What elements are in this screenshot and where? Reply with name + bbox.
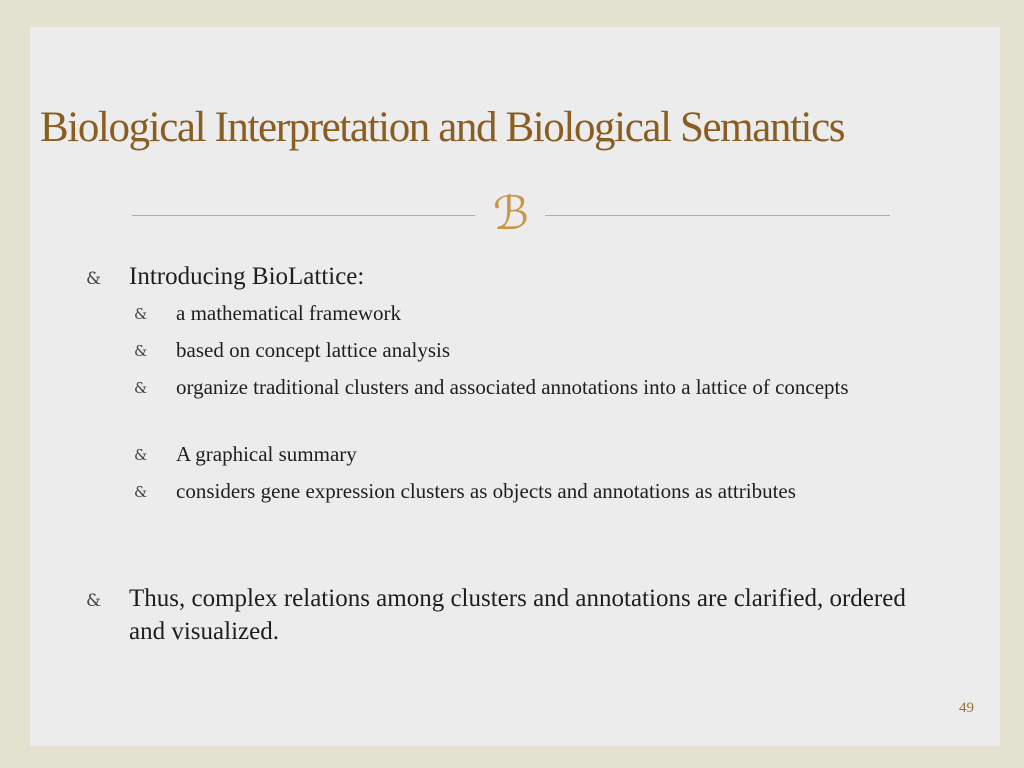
sub-bullet-item bbox=[134, 439, 914, 469]
sub-bullet-item bbox=[134, 335, 914, 365]
divider-left bbox=[132, 215, 475, 216]
script-bullet-icon: & bbox=[134, 483, 148, 501]
flourish-ornament-icon: ℬ bbox=[492, 186, 530, 240]
page-number: 49 bbox=[959, 700, 974, 716]
sub-bullet-item bbox=[134, 372, 914, 402]
divider-right bbox=[545, 215, 890, 216]
script-bullet-icon: & bbox=[134, 305, 148, 323]
bullet-text: Thus, complex relations among clusters and annotations are clarified, ordered and visualized. bbox=[129, 585, 906, 645]
sub-bullet-item bbox=[134, 298, 914, 328]
script-bullet-icon: & bbox=[86, 591, 102, 611]
slide-title: Biological Interpretation and Biological Semantics bbox=[40, 104, 845, 151]
script-bullet-icon: & bbox=[134, 446, 148, 464]
sub-bullet-text: a mathematical framework bbox=[176, 301, 402, 325]
sub-bullet-text: organize traditional clusters and associated annotations into a lattice of concepts bbox=[176, 375, 849, 399]
script-bullet-icon: & bbox=[134, 379, 148, 397]
bullet-item bbox=[86, 260, 906, 293]
sub-bullet-text: considers gene expression clusters as objects and annotations as attributes bbox=[176, 479, 796, 503]
sub-bullet-text: based on concept lattice analysis bbox=[176, 338, 451, 362]
script-bullet-icon: & bbox=[134, 342, 148, 360]
bullet-item bbox=[86, 582, 906, 648]
bullet-text: Introducing BioLattice: bbox=[129, 263, 365, 290]
script-bullet-icon: & bbox=[86, 269, 102, 289]
sub-bullet-item bbox=[134, 476, 914, 506]
sub-bullet-text: A graphical summary bbox=[176, 442, 357, 466]
